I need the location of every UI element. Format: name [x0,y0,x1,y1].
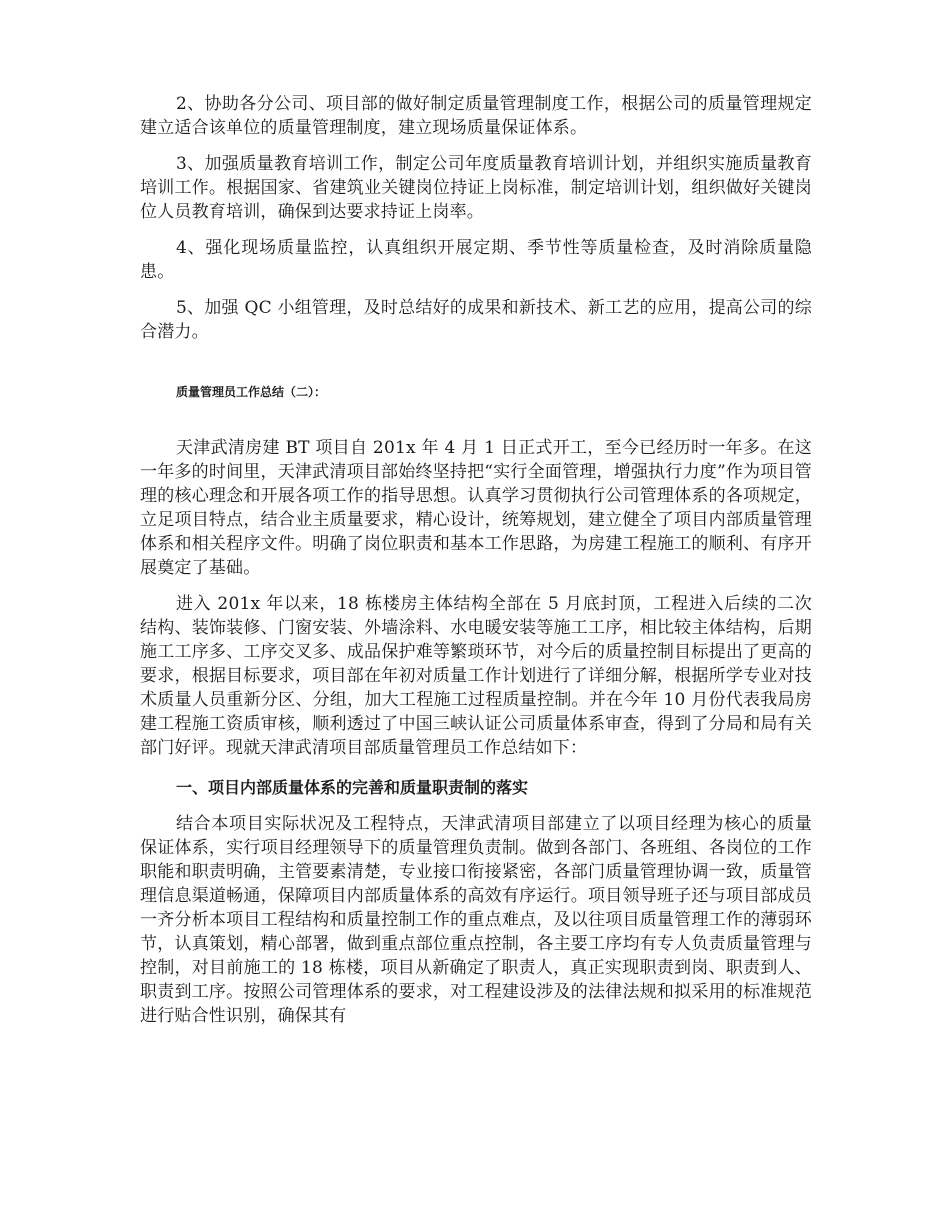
document-page [140,92,812,1028]
section-1-paragraph: 结合本项目实际状况及工程特点，天津武清项目部建立了以项目经理为核心的质量保证体系，实行项目经理领导下的质量管理负责制。做到各部门、各班组、各岗位的工作职能和职责明确，主管要素清楚，专业接口衔接紧密，各部门质量管理协调一致，质量管理信息渠道畅通，保障项目内部质量体系的高效有序运行。项目领导班子还与项目部成员一齐分析本项目工程结构和质量控制工作的重点难点，及以往项目质量管理工作的薄弱环节，认真策划，精心部署，做到重点部位重点控制，各主要工序均有专人负责质量管理与控制，对目前施工的 18 栋楼，项目从新确定了职责人，真正实现职责到岗、职责到人、职责到工序。按照公司管理体系的要求，对工程建设涉及的法律法规和拟采用的标准规范进行贴合性识别，确保其有 [140,814,812,1026]
paragraph-item-5: 5、加强 QC 小组管理，及时总结好的成果和新技术、新工艺的应用，提高公司的综合潜力。 [140,298,812,342]
body-paragraph-intro: 天津武清房建 BT 项目自 201x 年 4 月 1 日正式开工，至今已经历时一年多。在这一年多的时间里，天津武清项目部始终坚持把“实行全面管理，增强执行力度”作为项目管理的核心理念和开展各项工作的指导思想。认真学习贯彻执行公司管理体系的各项规定，立足项目特点，结合业主质量要求，精心设计，统筹规划，建立健全了项目内部质量管理体系和相关程序文件。明确了岗位职责和基本工作思路，为房建工程施工的顺利、有序开展奠定了基础。 [140,438,812,578]
paragraph-item-4: 4、强化现场质量监控，认真组织开展定期、季节性等质量检查，及时消除质量隐患。 [140,238,812,282]
paragraph-item-2: 2、协助各分公司、项目部的做好制定质量管理制度工作，根据公司的质量管理规定建立适合该单位的质量管理制度，建立现场质量保证体系。 [140,94,812,138]
body-paragraph-progress: 进入 201x 年以来，18 栋楼房主体结构全部在 5 月底封顶，工程进入后续的二次结构、装饰装修、门窗安装、外墙涂料、水电暖安装等施工工序，相比较主体结构，后期施工工序多、工序交叉多、成品保护难等繁琐环节，对今后的质量控制目标提出了更高的要求，根据目标要求，项目部在年初对质量工作计划进行了详细分解，根据所学专业对技术质量人员重新分区、分组，加大工程施工过程质量控制。并在今年 10 月份代表我局房建工程施工资质审核，顺利透过了中国三峡认证公司质量体系审查，得到了分局和局有关部门好评。现就天津武清项目部质量管理员工作总结如下： [140,594,812,758]
section-heading-1: 一、项目内部质量体系的完善和质量职责制的落实 [176,778,529,797]
section-subtitle: 质量管理员工作总结（二）： [176,385,327,399]
paragraph-item-3: 3、加强质量教育培训工作，制定公司年度质量教育培训计划，并组织实施质量教育培训工作。根据国家、省建筑业关键岗位持证上岗标准，制定培训计划，组织做好关键岗位人员教育培训，确保到达要求持证上岗率。 [140,154,812,222]
